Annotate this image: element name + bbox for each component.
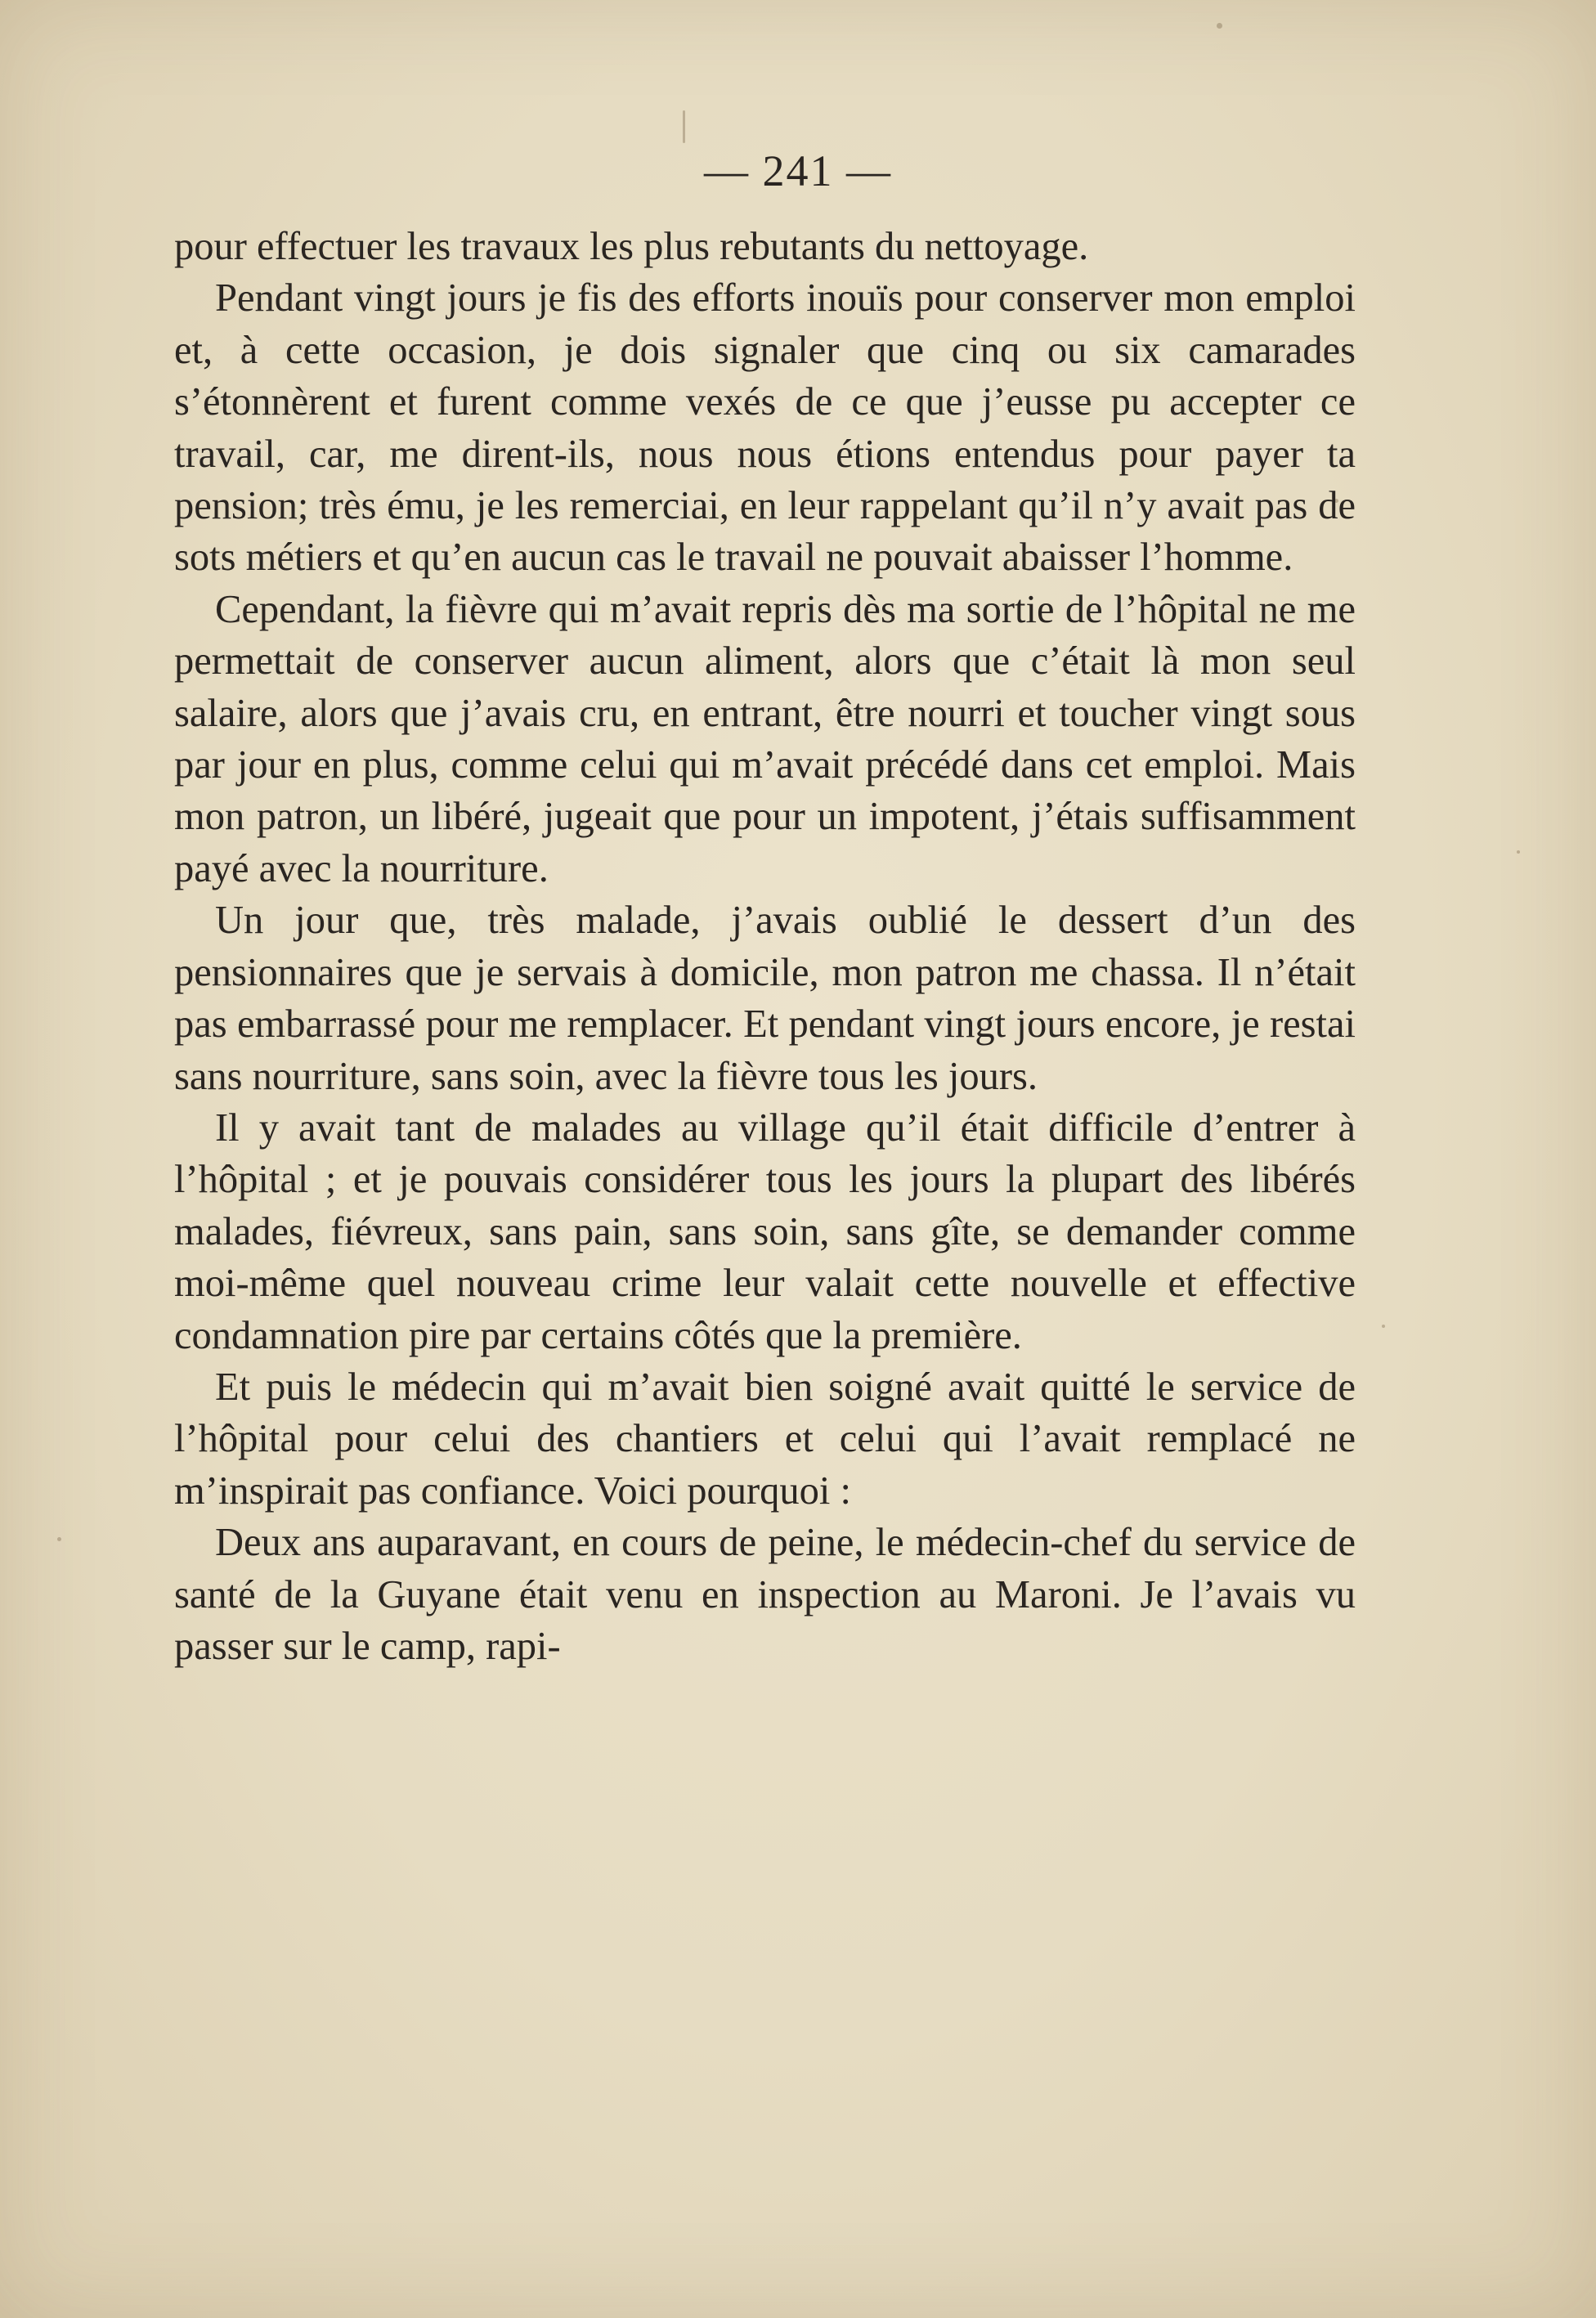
paragraph-7: Deux ans auparavant, en cours de peine, le médecin-chef du service de santé de la Guyane était venu en inspection au Maroni. Je l’avais vu passer sur le camp, rapi-: [174, 1521, 1356, 1668]
paper-speck: [57, 1537, 61, 1541]
paragraph-4: Un jour que, très malade, j’avais oublié le dessert d’un des pensionnaires que je servais à domicile, mon patron me chassa. Il n’était pas embarrassé pour me remplacer. Et pendant vingt jours encore, je restai sans nourriture, sans soin, avec la fièvre tous les jours.: [174, 899, 1356, 1098]
paragraph-5: Il y avait tant de malades au village qu’il était difficile d’entrer à l’hôpital ; et je pouvais considérer tous les jours la plupart des libérés malades, fiévreux, sans pain, sans soin, sans gîte, se demander comme moi-même quel nouveau crime leur valait cette nouvelle et effective condamnation pire par certains côtés que la première.: [174, 1105, 1356, 1357]
paragraph-3: Cependant, la fièvre qui m’avait repris dès ma sortie de l’hôpital ne me permettait de conserver aucun aliment, alors que c’était là mon seul salaire, alors que j’avais cru, en entrant, être nourri et toucher vingt sous par jour en plus, comme celui qui m’avait précédé dans cet emploi. Mais mon patron, un libéré, jugeait que pour un impotent, j’étais suffisamment payé avec la nourriture.: [174, 587, 1356, 890]
paper-speck: [1382, 1325, 1385, 1328]
body-text: [174, 221, 1356, 1672]
paragraph-1: pour effectuer les travaux les plus rebutants du nettoyage.: [174, 225, 1089, 268]
page-number: — 241 —: [704, 146, 892, 195]
paragraph-2: Pendant vingt jours je fis des efforts inouïs pour conserver mon emploi et, à cette occasion, je dois signaler que cinq ou six camarades s’étonnèrent et furent comme vexés de ce que j’eusse pu accepter ce travail, car, me dirent-ils, nous nous étions entendus pour payer ta pension; très ému, je les remerciai, en leur rappelant qu’il n’y avait pas de sots métiers et qu’en aucun cas le travail ne pouvait abaisser l’homme.: [174, 276, 1356, 580]
paper-speck: [1217, 23, 1222, 29]
paragraph-6: Et puis le médecin qui m’avait bien soigné avait quitté le service de l’hôpital pour celui des chantiers et celui qui l’avait remplacé ne m’inspirait pas confiance. Voici pourquoi :: [174, 1365, 1356, 1513]
paper-speck: [1517, 850, 1520, 854]
paper-speck: [683, 110, 685, 143]
